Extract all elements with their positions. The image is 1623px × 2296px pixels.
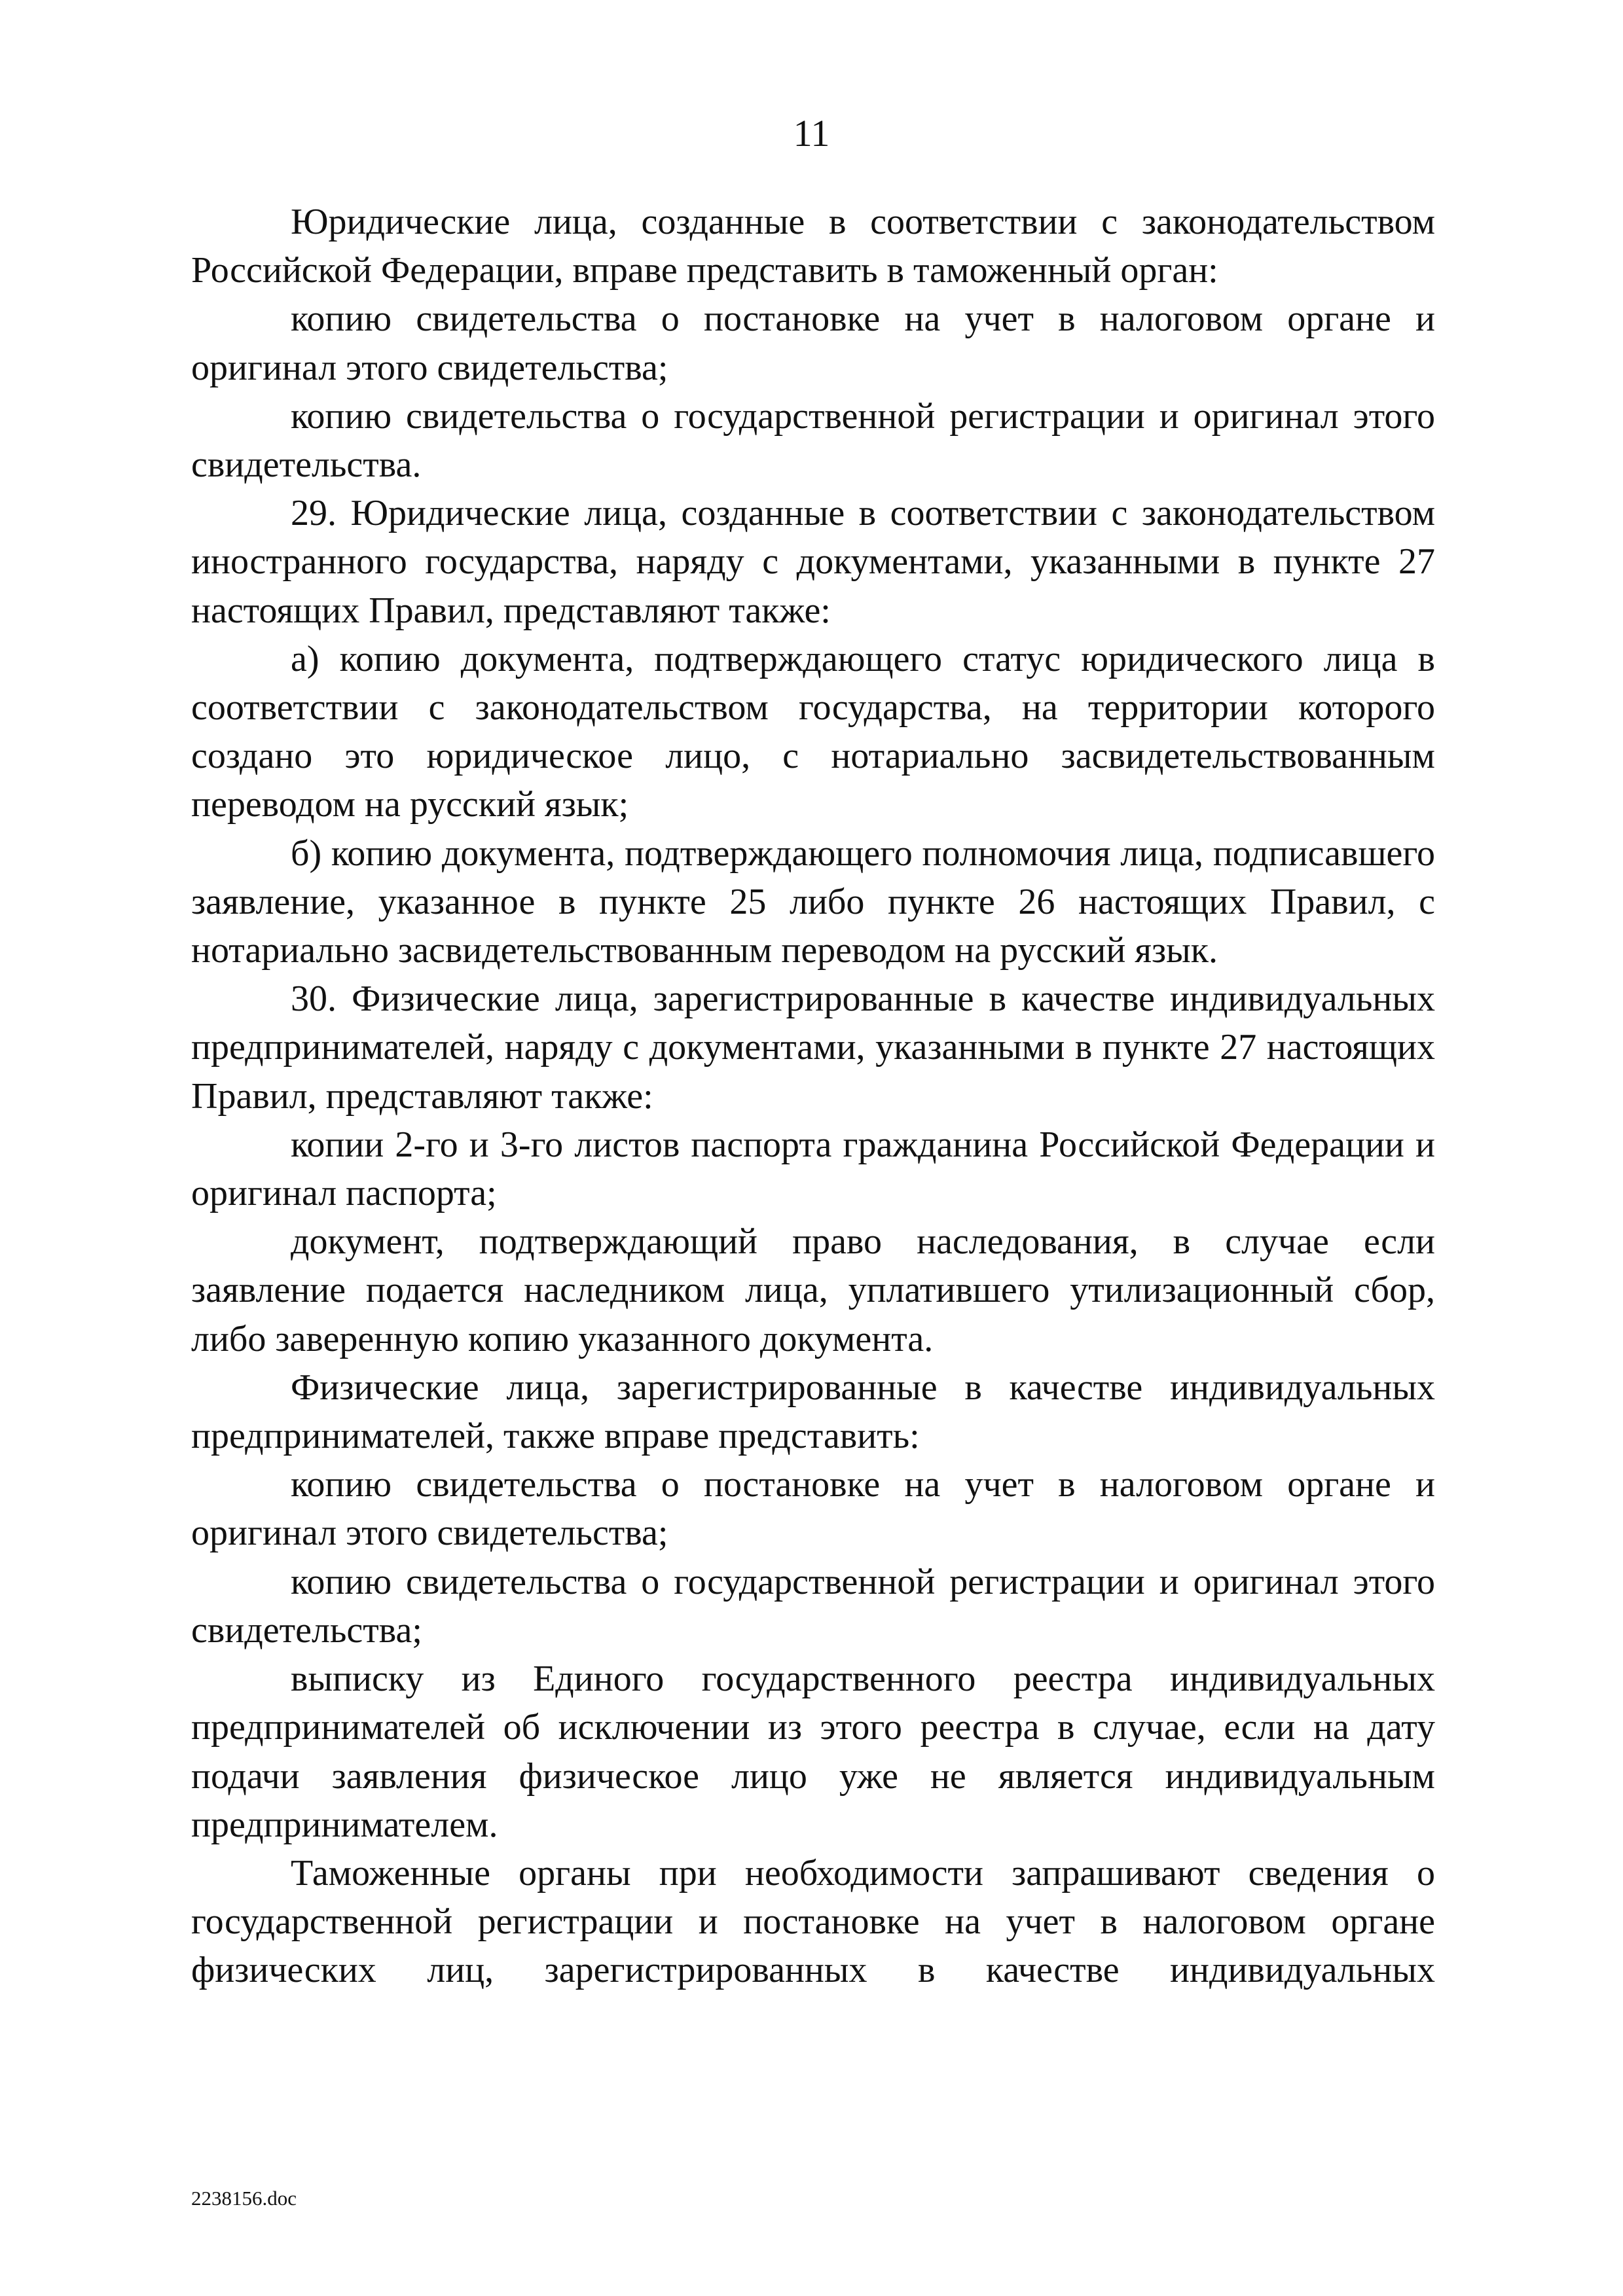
paragraph: выписку из Единого государственного реестра индивидуальных предпринимателей об исключении из этого реестра в случае, если на дату подачи заявления физическое лицо уже не является индивидуальным предпринимателем. [191,1659,1435,1845]
paragraph: Физические лица, зарегистрированные в качестве индивидуальных предпринимателей, также вправе представить: [191,1367,1435,1457]
paragraph: Юридические лица, созданные в соответствии с законодательством Российской Федерации, вправе представить в таможенный орган: [191,202,1435,291]
paragraph-subitem-b: б) копию документа, подтверждающего полномочия лица, подписавшего заявление, указанное в пункте 25 либо пункте 26 настоящих Правил, с нотариально засвидетельствованным переводом на русский язык. [191,833,1435,971]
paragraph: копию свидетельства о постановке на учет в налоговом органе и оригинал этого свидетельства; [191,1464,1435,1554]
paragraph: документ, подтверждающий право наследования, в случае если заявление подается наследником лица, уплатившего утилизационный сбор, либо заверенную копию указанного документа. [191,1221,1435,1359]
paragraph: копию свидетельства о постановке на учет в налоговом органе и оригинал этого свидетельства; [191,298,1435,388]
paragraph-continued: Таможенные органы при необходимости запрашивают сведения о государственной регистрации и постановке на учет в налоговом органе физических лиц, зарегистрированных в качестве индивидуальных [191,1852,1435,1991]
paragraph: копию свидетельства о государственной регистрации и оригинал этого свидетельства. [191,395,1435,486]
paragraph-item-30: 30. Физические лица, зарегистрированные в качестве индивидуальных предпринимателей, наряду с документами, указанными в пункте 27 настоящих Правил, представляют также: [191,978,1435,1117]
paragraph: копии 2-го и 3-го листов паспорта гражданина Российской Федерации и оригинал паспорта; [191,1124,1435,1214]
paragraph-item-29: 29. Юридические лица, созданные в соответствии с законодательством иностранного государства, наряду с документами, указанными в пункте 27 настоящих Правил, представляют также: [191,493,1435,631]
paragraph: копию свидетельства о государственной регистрации и оригинал этого свидетельства; [191,1561,1435,1651]
page-number: 11 [793,112,830,154]
document-body [191,198,1435,1995]
paragraph-subitem-a: а) копию документа, подтверждающего статус юридического лица в соответствии с законодательством государства, на территории которого создано это юридическое лицо, с нотариально засвидетельствованным переводом на русский язык; [191,638,1435,825]
footer-doc-id: 2238156.doc [191,2187,297,2210]
